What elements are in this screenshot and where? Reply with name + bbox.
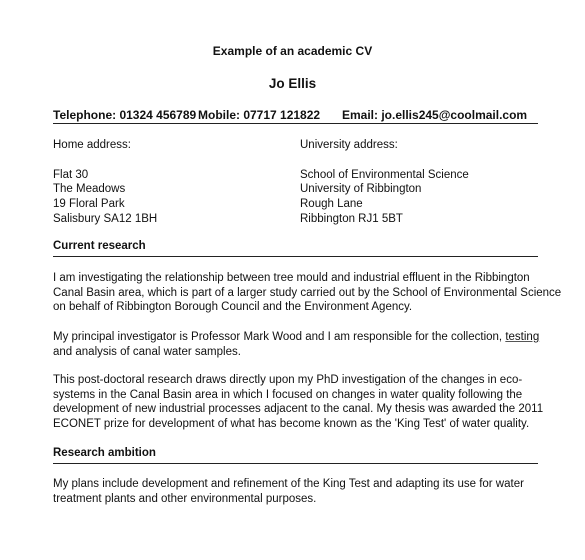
email: Email: jo.ellis245@coolmail.com: [342, 108, 528, 122]
paragraph-line: treatment plants and other environmental purposes.: [53, 492, 317, 505]
mobile: Mobile: 07717 121822: [198, 108, 321, 122]
home-address-line: Flat 30: [53, 169, 89, 181]
telephone: Telephone: 01324 456789: [53, 108, 197, 122]
paragraph-line: My plans include development and refinement of the King Test and adapting its use for water: [53, 478, 524, 490]
university-address-line: School of Environmental Science: [300, 169, 469, 181]
candidate-name: Jo Ellis: [268, 76, 317, 91]
current-research-paragraph-2: [53, 330, 538, 359]
document-title: Example of an academic CV: [212, 44, 373, 58]
home-address-line: The Meadows: [53, 183, 126, 195]
paragraph-line: ECONET prize for development of what has become known as the 'King Test' of water quality.: [53, 417, 530, 430]
paragraph-line: on behalf of Ribbington Borough Council and the Environment Agency.: [53, 301, 413, 313]
paragraph-line: I am investigating the relationship between tree mould and industrial effluent in the Ribbington: [53, 272, 530, 284]
university-address-label: University address:: [300, 139, 398, 151]
paragraph-line: and analysis of canal water samples.: [53, 345, 241, 358]
paragraph-line: Canal Basin area, which is part of a larger study carried out by the School of Environmental Science: [53, 286, 562, 299]
paragraph-line: This post-doctoral research draws directly upon my PhD investigation of the changes in eco-: [53, 374, 523, 386]
home-address-line: 19 Floral Park: [53, 198, 125, 210]
paragraph-line: development of new industrial processes adjacent to the canal. My thesis was awarded the 2011: [53, 403, 544, 415]
university-address-line: Ribbington RJ1 5BT: [300, 213, 403, 225]
current-research-paragraph-1: [53, 271, 562, 315]
home-address-line: Salisbury SA12 1BH: [53, 213, 158, 225]
testing-link[interactable]: testing: [505, 331, 540, 343]
university-address-line: Rough Lane: [300, 198, 363, 210]
home-address-label: Home address:: [53, 139, 131, 151]
university-address-line: University of Ribbington: [300, 183, 422, 195]
contact-divider: [53, 123, 538, 124]
research-ambition-divider: [53, 463, 538, 464]
research-ambition-paragraph: [53, 477, 538, 506]
research-ambition-heading: Research ambition: [53, 447, 156, 459]
paragraph-line: systems in the Canal Basin area in which I focused on changes in water quality following the: [53, 388, 523, 401]
current-research-divider: [53, 256, 538, 257]
paragraph-text: My principal investigator is Professor Mark Wood and I am responsible for the collection,: [53, 331, 503, 343]
paragraph-line: [53, 330, 538, 345]
current-research-paragraph-3: [53, 373, 544, 431]
current-research-heading: Current research: [53, 240, 146, 252]
